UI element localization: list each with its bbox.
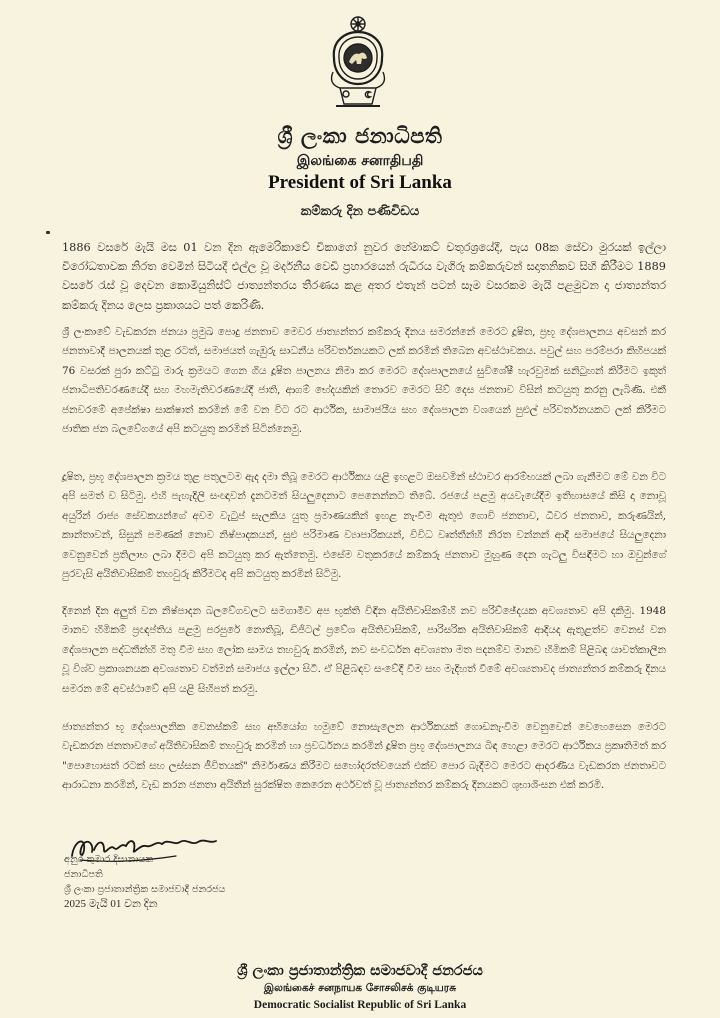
state-emblem-icon [324, 14, 392, 110]
footer-english: Democratic Socialist Republic of Sri Lanka [253, 999, 467, 1011]
signatory-role: ජනාධිපති [64, 869, 103, 880]
message-title: කම්කරු දින පණිවිඩය [300, 204, 420, 219]
signatory-state: ශ්‍රී ලංකා ප්‍රජාතාන්ත්‍රික සමාජවාදී ජනරජය [64, 884, 226, 895]
footer-tamil: இலங்கைச் சனநாயக சோசலிசக் குடியரசு [263, 982, 457, 994]
signatory-name: අනුර කුමාර දිසානායක [64, 854, 154, 865]
paragraph-3: දූෂිත, ප්‍රභූ දේශපාලන ක්‍රමය තුළ පතුලටම ඇද දමා තිබූ මෙරට ආර්ථිකය යළි ඉහළට ඔසවමින් ස්ථාවර ආරම්භයක් ලබා ගැනීමට මේ වන විට අපි සමත් ව සිටිමු. එහි පැහැදිලි සංඥාවන් දැනටමත් සියලුදෙනාට පෙනෙන්නට තිබේ. රජයේ පළමු අයවැයේදීම ඉතිහාසයේ කිසි දා නොවූ අයුරින් රාජ්‍ය සේවකයන්ගේ අවම වැටුප් සැලකිය යුතු ප්‍රමාණයකින් ඉහළ නැංවීම ඇතුළු ගොවි ජනතාව, ධීවර ජනතාව, කරුණයින්, කාන්තාවන්, සිසුන් පමණක් නොව නිෂ්පාදකයන්, සුළු පරිමාණ ව්‍යාපාරිකයන්, විවිධ වෘත්තීන්හි නිරත වන්නන් ආදී සමාජයේ සියලුදෙනා වෙනුවෙන් ප්‍රතිලාභ ලබා දීමට අපි කටයුතු කර ඇත්තෙමු. එසේම වතුකරයේ කම්කරු ජනතාව මුහුණ දෙන ගැටලු විසඳීමට හා ඔවුන්ගේ පුරවැසි අයිතිවාසිකම් තහවුරු කිරීමටද අපි කටයුතු කරමින් සිටිමු. [62, 471, 666, 581]
header-tamil-title: இலங்கை சனாதிபதி [296, 153, 424, 169]
paragraph-1: 1886 වසරේ මැයි මස 01 වන දින ඇමෙරිකාවේ චිකාගෝ නුවර හේමාකට් චතුරශ්‍රයේදී, පැය 08ක සේවා මුරයක් ඉල්ලා විරෝධතාවක නිරත වෙමින් සිටියදී එල්ල වූ මර්දනීය වෙඩි ප්‍රහාරයෙන් රුධිරය වැගිරූ කම්කරුවන් සදාතනිකව සිහි කිරීමට 1889 වසරේ රැස් වූ දෙවන කොමියුනිස්ට් ජාත්‍යන්තරය තීරණය කළ අතර එතැන් පටන් සෑම වසරකම මැයි පළමුවන දා ජාත්‍යන්තර කම්කරු දිනය ලෙස ප්‍රකාශයට පත් කෙරිණි. [62, 241, 666, 312]
header-sinhala-title: ශ්‍රී ලංකා ජනාධිපති [277, 123, 443, 148]
signoff-date: 2025 මැයි 01 වන දින [64, 898, 158, 910]
footer-sinhala: ශ්‍රී ලංකා ප්‍රජාතාන්ත්‍රික සමාජවාදී ජනරජය [237, 962, 483, 979]
paragraph-5: ජාත්‍යන්තර භූ දේශපාලනික වෙනස්කම් සහ අභියෝග හමුවේ නොසැලෙන ආර්ථිකයක් ගොඩනැංවීම වෙනුවෙන් වෙහෙසෙන මෙරට වැඩකරන ජනතාවගේ අයිතිවාසිකම් තහවුරු කරමින් හා ප්‍රවර්ධනය කරමින් දූෂිත ප්‍රභූ දේශපාලනය බිඳ හෙළා මෙරට ආර්ථිකය ප්‍රකෘතිමත් කර "පොහොසත් රටක් සහ ලස්සන ජීවිතයක්" නිර්මාණය කිරීමට සහෝදරත්වයෙන් එක්ව පොර බැදීමට මෙරට ආදරණීය වැඩකරන ජනතාවට ආරාධනා කරමින්, වැඩ කරන ජනතා අයිතීන් සුරක්ෂිත කෙරෙන අර්ථවත් වූ ජාත්‍යන්තර කම්කරු දිනයකට ශුභාශිංසන එක් කරමි. [62, 721, 666, 792]
margin-mark [46, 231, 50, 234]
paragraph-2: ශ්‍රී ලංකාවේ වැඩකරන ජනයා ප්‍රමුඛ පොදු ජනතාව මෙවර ජාත්‍යන්තර කම්කරු දිනය සමරන්නේ මෙරට දූෂිත, ප්‍රභූ දේශපාලනය අවසන් කර ජනතාවාදී පාලනයක් තුළ රටත්, සමාජයත් ගැඹුරු සාධනීය පරිවර්තනයකට ලක් කරමින් තිබෙන අවස්ථාවකය. පවුල් සහ පරම්පරා කිහිපයක් 76 වසරක් පුරා කට්ටු මාරු ක්‍රමයට ගෙන ගිය දූෂිත පාලනය නිමා කර මෙරට දේශපාලනයේ සුවිශේෂී හැරවුමක් සනිටුහන් කිරීමට ඉකුත් ජනාධිපතිවරණයේදී සහ මහමැතිවරණයේදී ජාති, ආගම් භේදයකින් තොරව මෙරට සිව් දෙස ජනතාව විසින් කටයුතු කරනු ලැබිණි. එකී ජනවරමේ අපේක්ෂා සාක්ෂාත් කරමින් මේ වන විට රට ආර්ථික, සාමාජයීය සහ දේශපාලන වශයෙන් පුළුල් පරිවර්තනයකට ලක් කිරීමට ජාතික ජන බලවේගයේ අපි කටයුතු කරමින් සිටින්නෙමු. [62, 326, 666, 436]
signoff-block [64, 852, 225, 912]
paragraph-4: දිනෙන් දින අලුත් වන නිෂ්පාදන බලවේගවලට සමගාමීව අප භුක්ති විඳින අයිතිවාසිකම්හි නව පරිච්ඡේදයක අවශ්‍යතාව අපි දකිමු. 1948 මානව හිමිකම් ප්‍රඥප්තිය පළමු පරපුරේ නොතිබූ, ඩිජිටල් ප්‍රවේශ අයිතිවාසිකම්, පාරිසරික අයිතිවාසිකම් ආදියද ඇතුළත්ව වෙනස් වන දේශපාලන පද්ධතීන්හි මතු වීම සහ ලෝක සාමය තහවුරු කරමින්, නව සංවර්ධන අවශ්‍යතා මත පදනම්ව මානව හිමිකම් පිළිබඳ යාවත්කාලීන වූ විශ්ව ප්‍රකාශනයක අවශ්‍යතාව වත්මන් සමාජය ඉල්ලා සිටී. ඒ පිළිබඳව සංවේදී වීම සහ මැදිහත් වීමේ අවශ්‍යතාවද ජාත්‍යන්තර කම්කරු දිනය සමරන මේ අවස්ථාවේ අපි යළි සිහිපත් කරමු. [62, 605, 666, 695]
header-english-title: President of Sri Lanka [268, 172, 452, 193]
